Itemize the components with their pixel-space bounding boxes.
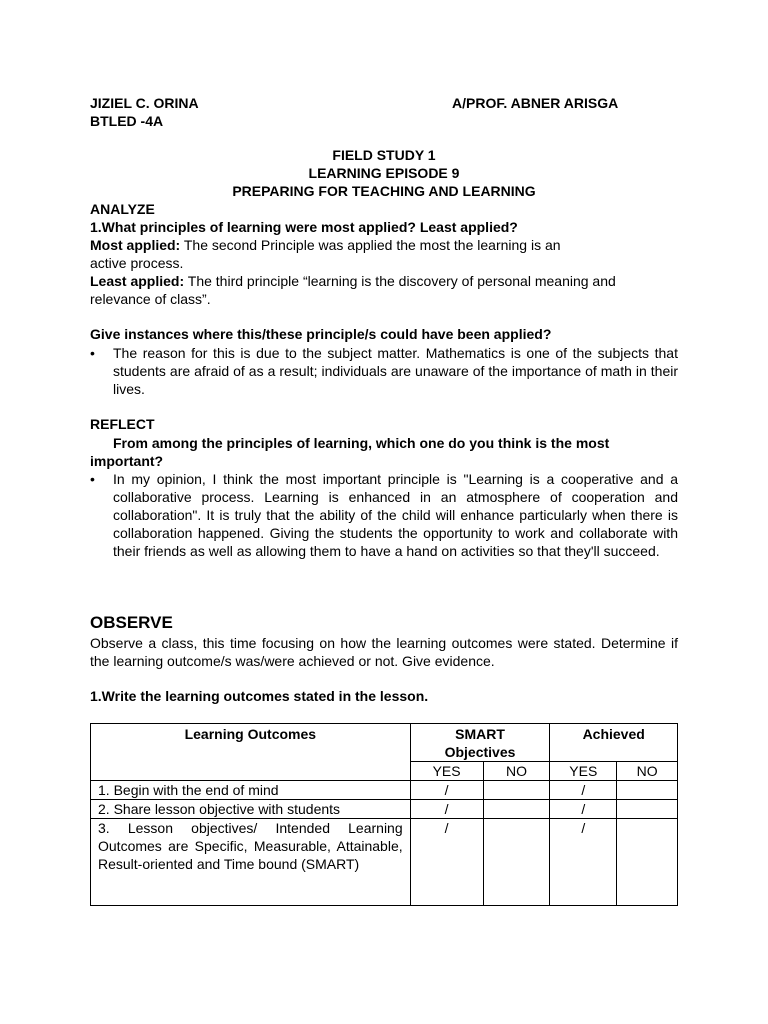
achieved-yes-header: YES <box>550 762 617 781</box>
table-row <box>91 781 678 800</box>
outcome-cell: 3. Lesson objectives/ Intended Learning Outcomes are Specific, Measurable, Attainable, Result-oriented and Time bound (SMART) <box>91 819 411 906</box>
smart-no-cell <box>483 800 550 819</box>
student-name: JIZIEL C. ORINA <box>90 95 199 111</box>
header-learning-outcomes: Learning Outcomes <box>91 724 411 781</box>
reflect-question-1: From among the principles of learning, which one do you think is the most <box>113 435 610 451</box>
smart-yes-header: YES <box>410 762 483 781</box>
observe-heading: OBSERVE <box>90 613 173 632</box>
header-smart-objectives <box>410 724 550 762</box>
section: BTLED -4A <box>90 113 164 129</box>
most-applied-line <box>90 236 561 254</box>
least-applied-line <box>90 272 616 290</box>
most-applied-label: Most applied: <box>90 237 181 253</box>
bullet-icon: • <box>90 345 95 361</box>
achieved-no-cell <box>617 781 678 800</box>
achieved-yes-cell: / <box>550 819 617 906</box>
outcome-cell: 1. Begin with the end of mind <box>91 781 411 800</box>
achieved-yes-cell: / <box>550 800 617 819</box>
achieved-no-cell <box>617 800 678 819</box>
title-topic: PREPARING FOR TEACHING AND LEARNING <box>232 183 536 199</box>
table-row <box>91 800 678 819</box>
smart-yes-cell: / <box>410 819 483 906</box>
reflect-bullet <box>90 470 678 560</box>
smart-no-cell <box>483 781 550 800</box>
smart-no-header: NO <box>483 762 550 781</box>
smart-yes-cell: / <box>410 800 483 819</box>
header-achieved: Achieved <box>550 724 678 762</box>
reflect-question-2: important? <box>90 453 164 469</box>
smart-yes-cell: / <box>410 781 483 800</box>
achieved-no-header: NO <box>617 762 678 781</box>
least-applied-text-2: relevance of class”. <box>90 291 211 307</box>
most-applied-text-2: active process. <box>90 255 184 271</box>
table-row <box>91 819 678 906</box>
outcome-cell: 2. Share lesson objective with students <box>91 800 411 819</box>
least-applied-text: The third principle “learning is the discovery of personal meaning and <box>187 273 616 289</box>
analyze-question-2: Give instances where this/these principle/s could have been applied? <box>90 326 552 342</box>
bullet-icon: • <box>90 471 95 487</box>
observe-instructions: Observe a class, this time focusing on how the learning outcomes were stated. Determine if the learning outcome/s was/were achieved or not. Give evidence. <box>90 635 678 669</box>
title-field-study: FIELD STUDY 1 <box>332 147 436 163</box>
table-header-row <box>91 724 678 762</box>
learning-outcomes-table <box>90 723 678 906</box>
title-episode: LEARNING EPISODE 9 <box>308 165 460 181</box>
reflect-bullet-text: In my opinion, I think the most important principle is "Learning is a cooperative and a collaborative process. Learning is enhanced in an atmosphere of cooperation and collaboration". It is truly that the ability of the child will enhance particularly when there is collaboration happened. Giving the students the opportunity to work and collaborate with their friends as well as allowing them to have a hand on activities so that they'll succeed. <box>113 471 678 559</box>
analyze-question-1: 1.What principles of learning were most applied? Least applied? <box>90 219 518 235</box>
smart-no-cell <box>483 819 550 906</box>
analyze-heading: ANALYZE <box>90 201 155 217</box>
analyze-bullet <box>90 344 678 398</box>
reflect-heading: REFLECT <box>90 416 155 432</box>
achieved-no-cell <box>617 819 678 906</box>
least-applied-label: Least applied: <box>90 273 185 289</box>
analyze-bullet-text: The reason for this is due to the subject matter. Mathematics is one of the subjects that students are afraid of as a result; individuals are unaware of the importance of math in their lives. <box>113 345 678 397</box>
professor-name: A/PROF. ABNER ARISGA <box>452 95 619 111</box>
header-smart-text: SMART Objectives <box>444 726 516 760</box>
achieved-yes-cell: / <box>550 781 617 800</box>
observe-question: 1.Write the learning outcomes stated in the lesson. <box>90 688 429 704</box>
most-applied-text: The second Principle was applied the most the learning is an <box>183 237 561 253</box>
